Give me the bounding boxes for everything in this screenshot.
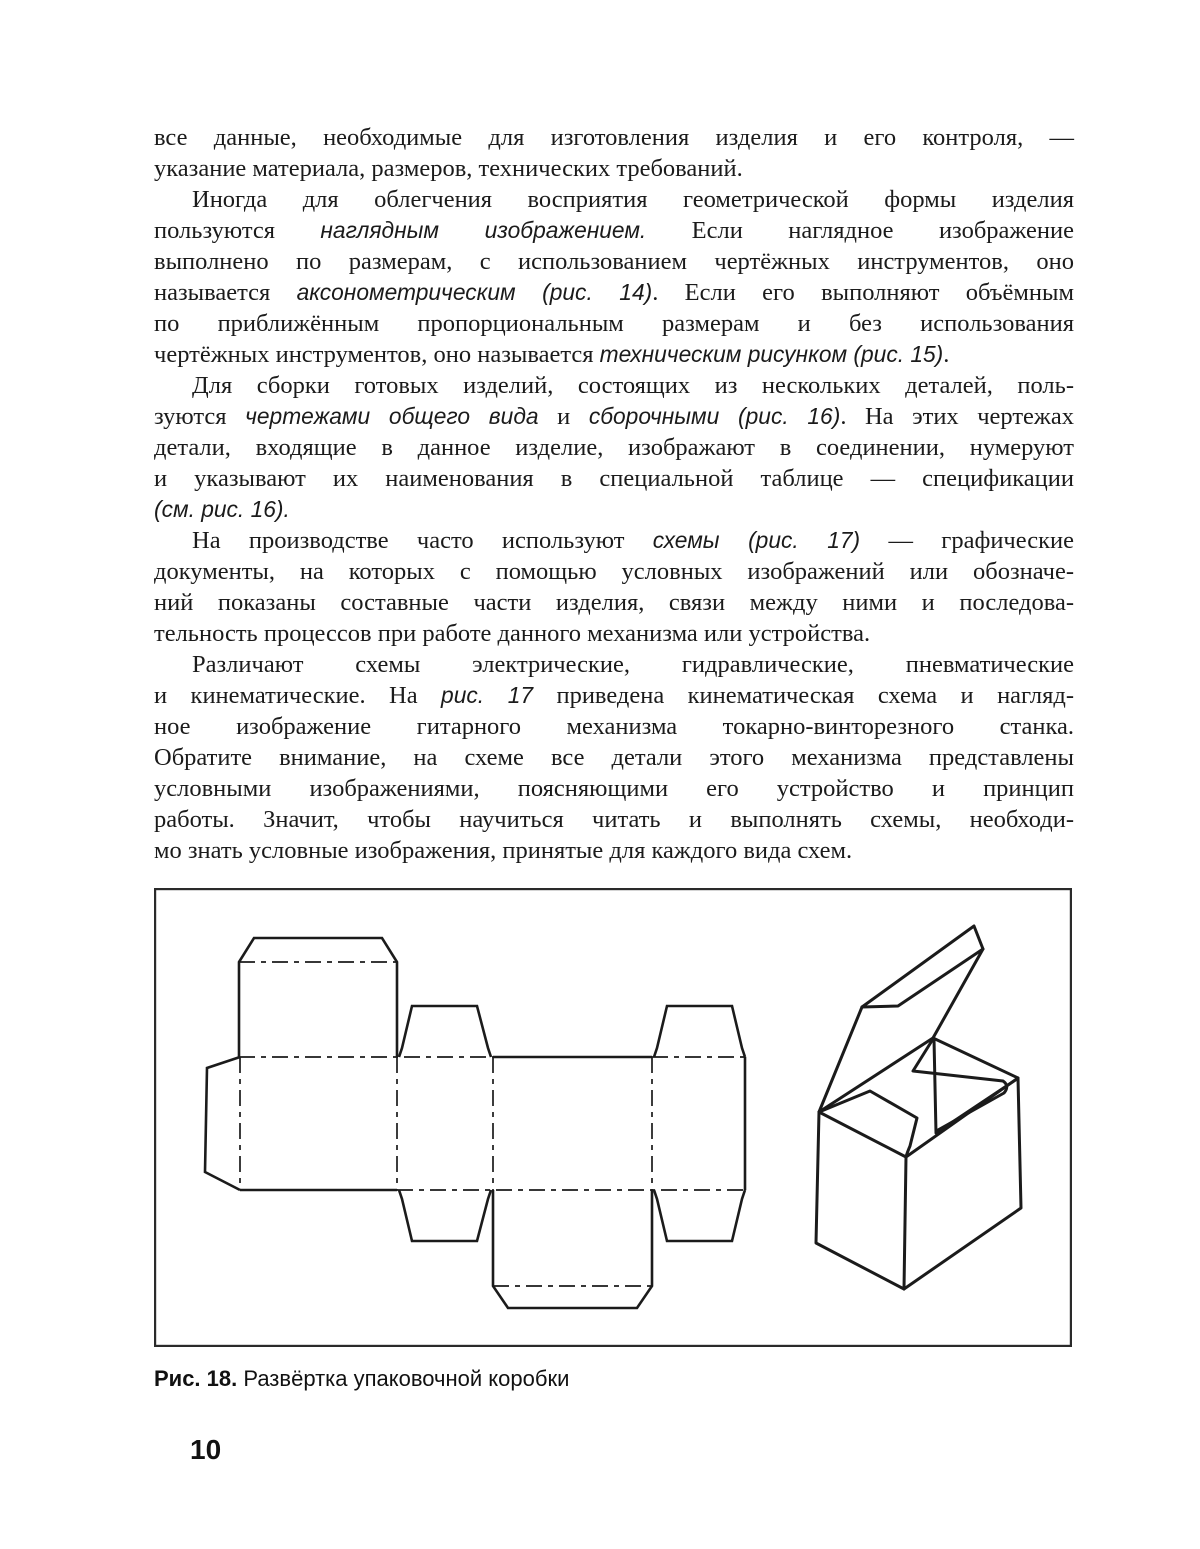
- text-run: по приближённым пропорциональным размерам и без использования: [154, 310, 1074, 337]
- paragraph: [154, 122, 1074, 184]
- unfold-cut-line: [399, 1006, 491, 1057]
- text-run: указание материала, размеров, технических требований.: [154, 155, 743, 182]
- text-run: и: [538, 403, 589, 430]
- box-3d-line: [862, 949, 983, 1007]
- figure-18-frame: [154, 888, 1072, 1347]
- text-run: На производстве часто используют: [192, 527, 653, 554]
- text-line: [154, 525, 1074, 556]
- text-line: [154, 122, 1074, 153]
- paragraph: [154, 184, 1074, 370]
- text-line: [154, 277, 1074, 308]
- box-3d-line: [904, 1078, 1021, 1289]
- unfold-cut-line: [399, 1190, 491, 1241]
- text-line: [154, 308, 1074, 339]
- text-line: [154, 680, 1074, 711]
- text-run: ное изображение гитарного механизма токарно-винторезного станка.: [154, 713, 1074, 740]
- text-line: [154, 246, 1074, 277]
- unfold-cut-line: [205, 1057, 240, 1190]
- text-run: Иногда для облегчения восприятия геометрической формы изделия: [192, 186, 1074, 213]
- term-italic: сборочными (рис. 16): [588, 403, 841, 429]
- text-run: и кинематические. На: [154, 682, 442, 709]
- text-run: Различают схемы электрические, гидравлические, пневматические: [192, 651, 1074, 678]
- text-run: .: [943, 341, 950, 368]
- text-run: . На этих чертежах: [840, 403, 1074, 430]
- text-run: . Если его выполняют объёмным: [652, 279, 1074, 306]
- text-line: [154, 835, 1074, 866]
- term-italic: наглядным изображением.: [320, 217, 647, 243]
- text-line: [154, 649, 1074, 680]
- text-line: [154, 742, 1074, 773]
- text-run: и указывают их наименования в специальной таблице — спецификации: [154, 465, 1074, 492]
- term-italic: (см. рис. 16).: [154, 496, 290, 522]
- text-run: все данные, необходимые для изготовления изделия и его контроля, —: [154, 124, 1074, 151]
- figure-border: [155, 889, 1071, 1346]
- text-run: приведена кинематическая схема и нагляд-: [533, 682, 1074, 709]
- text-line: [154, 339, 1074, 370]
- term-italic: техническим рисунком (рис. 15): [599, 341, 944, 367]
- paragraph: [154, 370, 1074, 525]
- unfold-cut-line: [239, 938, 397, 1057]
- text-run: чертёжных инструментов, оно называется: [154, 341, 600, 368]
- box-unfold-diagram: [154, 888, 1072, 1347]
- text-line: [154, 804, 1074, 835]
- figure-caption-label: Рис. 18.: [154, 1366, 238, 1391]
- unfold-cut-line: [654, 1006, 745, 1057]
- text-run: условными изображениями, поясняющими его устройство и принцип: [154, 775, 1074, 802]
- text-run: мо знать условные изображения, принятые для каждого вида схем.: [154, 837, 853, 864]
- figure-caption-text: Развёртка упаковочной коробки: [243, 1366, 570, 1391]
- box-3d-line: [816, 1112, 906, 1289]
- page-number: 10: [190, 1434, 222, 1465]
- text-line: [154, 587, 1074, 618]
- term-italic: схемы (рис. 17): [652, 527, 861, 553]
- text-line: [154, 494, 1074, 525]
- text-run: пользуются: [154, 217, 321, 244]
- text-run: ний показаны составные части изделия, связи между ними и последова-: [154, 589, 1074, 616]
- text-run: работы. Значит, чтобы научиться читать и выполнять схемы, необходи-: [154, 806, 1074, 833]
- box-3d-line: [819, 926, 983, 1112]
- text-line: [154, 463, 1074, 494]
- text-run: выполнено по размерам, с использованием чертёжных инструментов, оно: [154, 248, 1074, 275]
- text-run: Если наглядное изображение: [646, 217, 1074, 244]
- text-run: зуются: [154, 403, 246, 430]
- box-3d-line: [934, 1039, 1017, 1133]
- text-run: тельность процессов при работе данного механизма или устройства.: [154, 620, 871, 647]
- text-line: [154, 370, 1074, 401]
- body-text: [154, 122, 1074, 866]
- text-line: [154, 153, 1074, 184]
- text-line: [154, 773, 1074, 804]
- unfold-cut-line: [654, 1190, 745, 1241]
- text-run: Для сборки готовых изделий, состоящих из нескольких деталей, поль-: [192, 372, 1074, 399]
- unfold-cut-line: [493, 1190, 652, 1308]
- text-line: [154, 556, 1074, 587]
- text-run: детали, входящие в данное изделие, изображают в соединении, нумеруют: [154, 434, 1074, 461]
- text-line: [154, 401, 1074, 432]
- text-line: [154, 618, 1074, 649]
- text-run: документы, на которых с помощью условных изображений или обозначе-: [154, 558, 1074, 585]
- text-line: [154, 711, 1074, 742]
- term-italic: чертежами общего вида: [245, 403, 539, 429]
- figure-caption: [154, 1366, 1074, 1392]
- text-run: называется: [154, 279, 297, 306]
- paragraph: [154, 525, 1074, 649]
- text-line: [154, 184, 1074, 215]
- text-run: Обратите внимание, на схеме все детали этого механизма представлены: [154, 744, 1074, 771]
- term-italic: рис. 17: [441, 682, 534, 708]
- text-line: [154, 432, 1074, 463]
- text-run: — графические: [860, 527, 1074, 554]
- text-line: [154, 215, 1074, 246]
- paragraph: [154, 649, 1074, 866]
- term-italic: аксонометрическим (рис. 14): [296, 279, 653, 305]
